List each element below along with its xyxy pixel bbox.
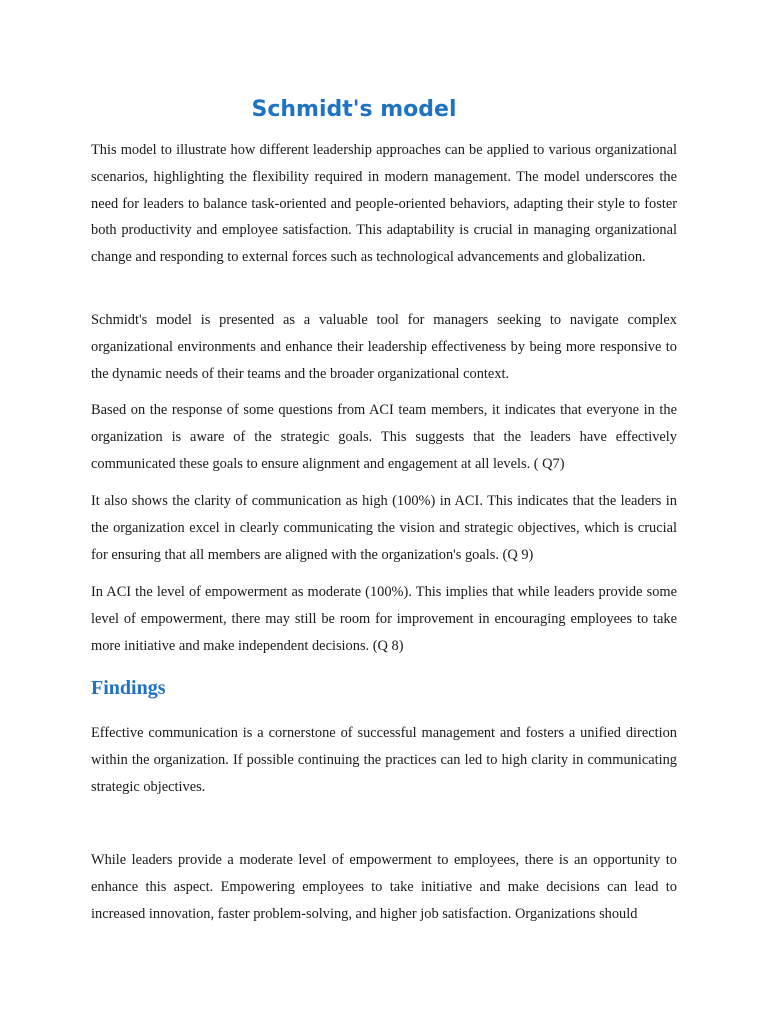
paragraph-communication-clarity: It also shows the clarity of communication as high (100%) in ACI. This indicates that the leaders in the organization excel in clearly communicating the vision and strategic objectives, which is crucial for ensuring that all members are aligned with the organization's goals. (Q 9) — [91, 493, 677, 563]
paragraph-tool: Schmidt's model is presented as a valuable tool for managers seeking to navigate complex organizational environments and enhance their leadership effectiveness by being more responsive to the dynamic needs of their teams and the broader organizational context. — [91, 312, 677, 382]
findings-heading: Findings — [91, 677, 166, 699]
findings-paragraph-empowerment: While leaders provide a moderate level of empowerment to employees, there is an opportunity to enhance this aspect. Empowering employees to take initiative and make decisions can lead to increased innovation, faster problem-solving, and higher job satisfaction. Organizations should — [91, 852, 677, 922]
paragraph-strategic-goals: Based on the response of some questions from ACI team members, it indicates that everyone in the organization is aware of the strategic goals. This suggests that the leaders have effectively communicated these goals to ensure alignment and engagement at all levels. ( Q7) — [91, 402, 677, 472]
findings-paragraph-communication: Effective communication is a cornerstone of successful management and fosters a unified direction within the organization. If possible continuing the practices can led to high clarity in communicating strategic objectives. — [91, 725, 677, 795]
paragraph-intro: This model to illustrate how different leadership approaches can be applied to various organizational scenarios, highlighting the flexibility required in modern management. The model underscores the need for leaders to balance task-oriented and people-oriented behaviors, adapting their style to foster both productivity and employee satisfaction. This adaptability is crucial in managing organizational change and responding to external forces such as technological advancements and globalization. — [91, 142, 677, 266]
paragraph-empowerment: In ACI the level of empowerment as moderate (100%). This implies that while leaders provide some level of empowerment, there may still be room for improvement in encouraging employees to take more initiative and make independent decisions. (Q 8) — [91, 584, 677, 654]
page-title: Schmidt's model — [251, 97, 457, 122]
